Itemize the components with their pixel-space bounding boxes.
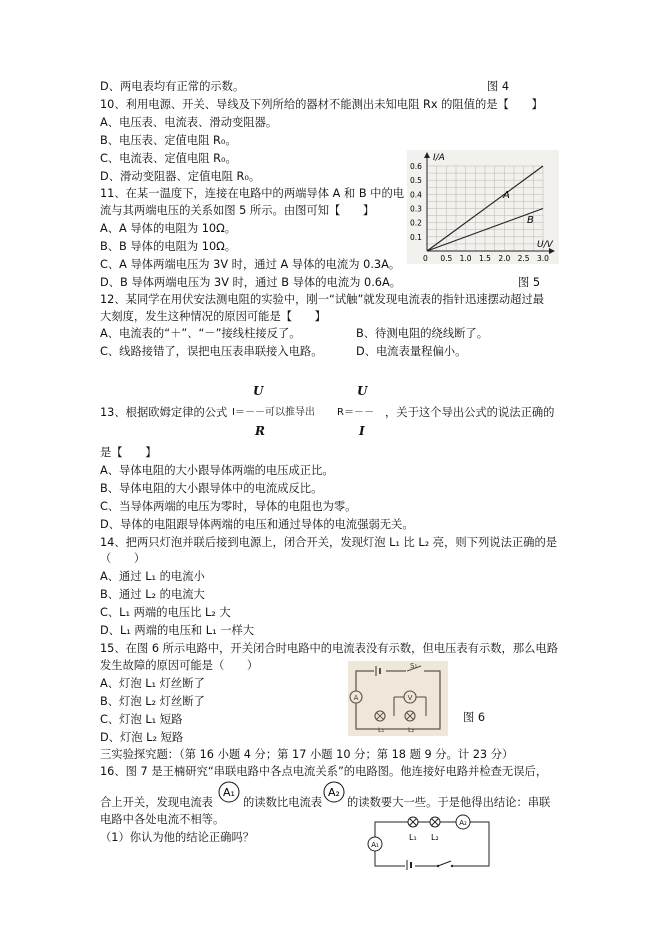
q13-option-a: A、导体电阻的大小跟导体两端的电压成正比。 bbox=[100, 464, 334, 477]
q12-stem-line1: 12、某同学在用伏安法测电阻的实验中，刚一“试触”就发现电流表的指针迅速摆动超过最 bbox=[100, 293, 545, 306]
fig7-a1-label: A₁ bbox=[371, 841, 379, 849]
formula-ohm: I＝－－可以推导出 bbox=[232, 407, 315, 418]
q14-option-a: A、通过 L₁ 的电流小 bbox=[100, 570, 205, 583]
y-tick-label: 0.4 bbox=[410, 190, 422, 200]
q12-option-d: D、电流表量程偏小。 bbox=[356, 345, 467, 358]
q14-stem: 14、把两只灯泡并联后接到电源上，闭合开关，发现灯泡 L₁ 比 L₂ 亮，则下列说法正确的是 bbox=[100, 536, 558, 549]
q11-option-c: C、A 导体两端电压为 3V 时，通过 A 导体的电流为 0.3A。 bbox=[100, 258, 401, 271]
fig5-label: 图 5 bbox=[518, 276, 541, 289]
ammeter-a1-label: A₁ bbox=[223, 786, 235, 799]
series-a-label: A bbox=[503, 190, 510, 201]
q13-stem-prefix: 13、根据欧姆定律的公式 bbox=[100, 406, 228, 419]
y-tick-label: 0.2 bbox=[410, 218, 422, 228]
x-tick-label: 2.0 bbox=[498, 254, 511, 263]
section-3-heading: 三实验探究题：（第 16 小题 4 分；第 17 小题 10 分；第 18 题 9 分。计 23 分） bbox=[100, 748, 514, 761]
q12-option-a: A、电流表的“＋”、“－”接线柱接反了。 bbox=[100, 327, 301, 340]
q16-stem-line2-a: 合上开关，发现电流表 bbox=[100, 796, 213, 809]
q12-stem-line2: 大刻度，发生这种情况的原因可能是【 】 bbox=[100, 310, 326, 323]
q16-stem-line2-c: 的读数要大一些。于是他得出结论：串联 bbox=[347, 796, 551, 809]
lamp-l1-label: L₁ bbox=[378, 726, 385, 734]
ammeter-a2-icon bbox=[322, 780, 346, 804]
q10-option-d: D、滑动变阻器、定值电阻 R₀。 bbox=[100, 170, 261, 183]
q14-option-b: B、通过 L₂ 的电流大 bbox=[100, 588, 205, 601]
y-tick-label: 0.1 bbox=[410, 232, 422, 242]
fig7-l1-label: L₁ bbox=[409, 833, 417, 842]
x-tick-label: 0.5 bbox=[440, 254, 453, 263]
q14-option-c: C、L₁ 两端的电压比 L₂ 大 bbox=[100, 606, 231, 619]
fig4-label: 图 4 bbox=[487, 80, 510, 93]
lamp-l2-label: L₂ bbox=[408, 726, 415, 734]
y-tick-label: 0.5 bbox=[410, 176, 422, 186]
formula-denominator-r: R bbox=[255, 424, 265, 438]
q11-option-b: B、B 导体的电阻为 10Ω。 bbox=[100, 240, 237, 253]
formula2-denominator-i: I bbox=[359, 424, 365, 438]
q11-stem-line1: 11、在某一温度下，连接在电路中的两端导体 A 和 B 中的电 bbox=[100, 187, 405, 200]
ammeter-a1-icon bbox=[217, 780, 241, 804]
q14-option-d: D、L₁ 两端的电压和 L₁ 一样大 bbox=[100, 624, 255, 637]
q11-option-d: D、B 导体两端电压为 3V 时，通过 B 导体的电流为 0.6A。 bbox=[100, 276, 401, 289]
x-axis-label: U/V bbox=[537, 240, 553, 250]
q15-stem-line2: 发生故障的原因可能是（ ） bbox=[100, 659, 259, 672]
fig7-a2-label: A₂ bbox=[459, 819, 467, 827]
series-b-label: B bbox=[527, 215, 534, 226]
fig7-series-circuit bbox=[355, 812, 495, 870]
q12-option-c: C、线路接错了，误把电压表串联接入电路。 bbox=[100, 345, 323, 358]
q10-option-a: A、电压表、电流表、滑动变阻器。 bbox=[100, 116, 278, 129]
q14-paren: （ ） bbox=[100, 552, 146, 565]
q15-option-b: B、灯泡 L₂ 灯丝断了 bbox=[100, 695, 205, 708]
q15-option-c: C、灯泡 L₁ 短路 bbox=[100, 713, 183, 726]
q16-stem-line2-b: 的读数比电流表 bbox=[243, 796, 323, 809]
q10-stem: 10、利用电源、开关、导线及下列所给的器材不能测出未知电阻 Rx 的阻值的是【 】 bbox=[100, 98, 543, 111]
q11-option-a: A、A 导体的电阻为 10Ω。 bbox=[100, 222, 237, 235]
x-tick-label: 2.5 bbox=[517, 254, 530, 263]
fig6-circuit bbox=[348, 661, 448, 736]
formula2-numerator-u: U bbox=[357, 384, 368, 398]
y-tick-label: 0.6 bbox=[410, 162, 422, 171]
switch-s1-label: S₁ bbox=[410, 662, 418, 670]
q10-option-b: B、电压表、定值电阻 R₀。 bbox=[100, 134, 237, 147]
q15-option-a: A、灯泡 L₁ 灯丝断了 bbox=[100, 677, 205, 690]
x-tick-label: 1.0 bbox=[459, 254, 472, 263]
q12-option-b: B、待测电阻的绕线断了。 bbox=[356, 327, 489, 340]
x-tick-label: 3.0 bbox=[537, 254, 549, 263]
q13-stem-end: 是【 】 bbox=[100, 446, 157, 459]
q13-stem-suffix: ，关于这个导出公式的说法正确的 bbox=[385, 406, 555, 419]
y-tick-label: 0.3 bbox=[410, 204, 422, 214]
fig7-l2-label: L₂ bbox=[431, 833, 439, 842]
q15-option-d: D、灯泡 L₂ 短路 bbox=[100, 731, 184, 744]
y-axis-arrow-icon bbox=[424, 152, 430, 158]
fig5-iu-graph bbox=[407, 150, 559, 264]
q10-option-c: C、电流表、定值电阻 R₀。 bbox=[100, 152, 237, 165]
fig6-label: 图 6 bbox=[463, 711, 486, 724]
x-tick-label: 1.5 bbox=[479, 254, 491, 263]
q9-option-d: D、两电表均有正常的示数。 bbox=[100, 80, 245, 93]
x-tick-label: 0 bbox=[423, 254, 428, 263]
formula-resistance: R＝－－ bbox=[337, 407, 374, 418]
q13-option-c: C、当导体两端的电压为零时，导体的电阻也为零。 bbox=[100, 500, 357, 513]
fig6-ammeter-label: A bbox=[353, 694, 359, 702]
y-axis-label: I/A bbox=[433, 153, 445, 163]
fig6-voltmeter-label: V bbox=[407, 694, 413, 702]
q13-option-b: B、导体电阻的大小跟导体中的电流成反比。 bbox=[100, 482, 323, 495]
formula-numerator-u: U bbox=[253, 384, 264, 398]
q16-stem-line1: 16、图 7 是王楠研究“串联电路中各点电流关系”的电路图。他连接好电路并检查无误后， bbox=[100, 765, 548, 778]
q16-sub1: （1）你认为他的结论正确吗？ bbox=[100, 831, 255, 844]
q11-stem-line2: 流与其两端电压的关系如图 5 所示。由图可知【 】 bbox=[100, 204, 375, 217]
q16-stem-line3: 电路中各处电流不相等。 bbox=[100, 813, 225, 826]
ammeter-a2-label: A₂ bbox=[328, 786, 340, 799]
q13-option-d: D、导体的电阻跟导体两端的电压和通过导体的电流强弱无关。 bbox=[100, 518, 414, 531]
q15-stem-line1: 15、在图 6 所示电路中，开关闭合时电路中的电流表没有示数，但电压表有示数，那么电路 bbox=[100, 642, 559, 655]
